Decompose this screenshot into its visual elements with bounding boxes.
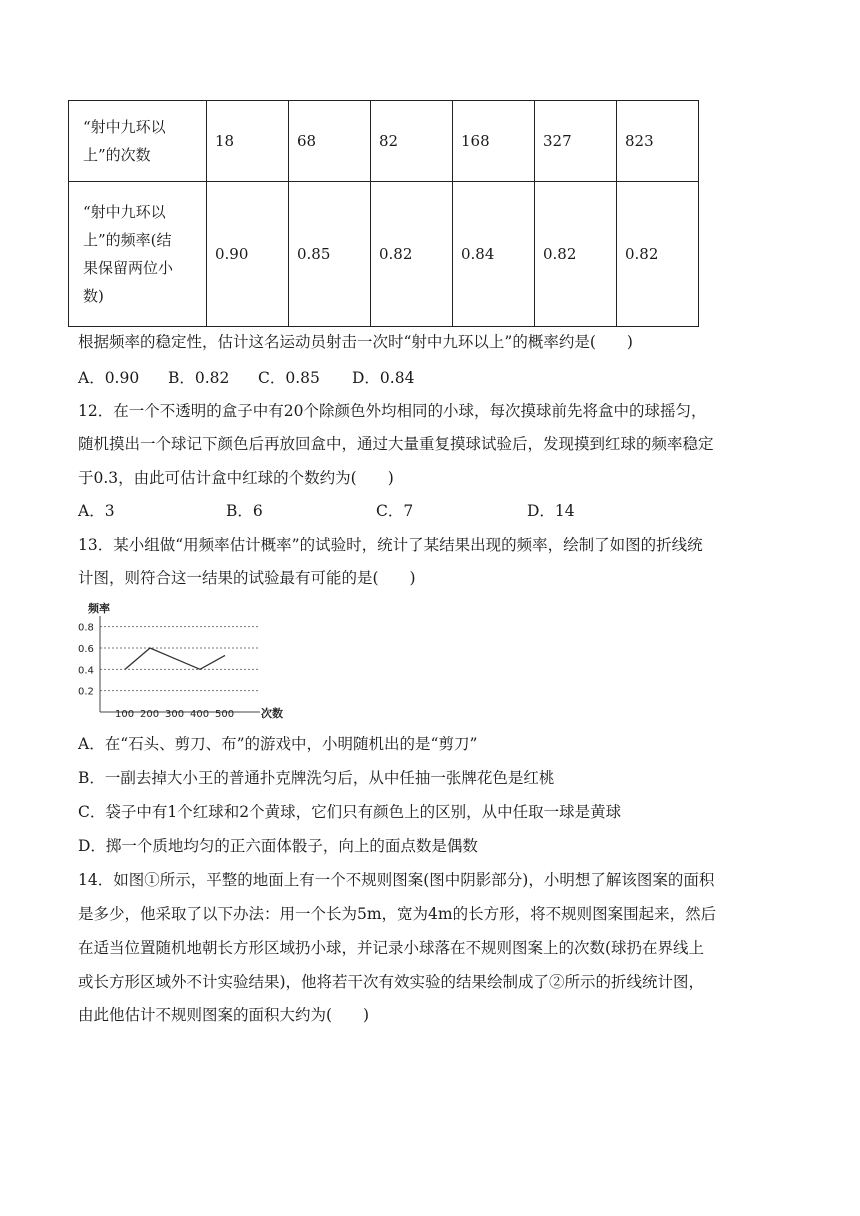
q11-option-a: A．0.90	[78, 369, 140, 387]
x-tick-label: 400	[190, 709, 210, 720]
q14-line-4: 或长方形区域外不计实验结果)，他将若干次有效实验的结果绘制成了②所示的折线统计图，	[78, 973, 705, 991]
q12-option-d: D．14	[527, 502, 575, 520]
y-tick-label: 0.6	[78, 644, 94, 655]
table-cell: 327	[535, 101, 617, 182]
row-header: “射中九环以 上”的次数	[69, 101, 207, 182]
q11-stem: 根据频率的稳定性，估计这名运动员射击一次时“射中九环以上”的概率约是( )	[78, 333, 633, 351]
q14-line-5: 由此他估计不规则图案的面积大约为( )	[78, 1006, 370, 1024]
q13-line-1: 13．某小组做“用频率估计概率”的试验时，统计了某结果出现的频率，绘制了如图的折线统	[78, 536, 703, 554]
table-cell: 0.82	[535, 182, 617, 327]
q13-option-b: B．一副去掉大小王的普通扑克牌洗匀后，从中任抽一张牌花色是红桃	[78, 769, 555, 787]
q12-line-3: 于0.3，由此可估计盒中红球的个数约为( )	[78, 469, 394, 487]
row-header: “射中九环以 上”的频率(结 果保留两位小 数)	[69, 182, 207, 327]
table-cell: 18	[207, 101, 289, 182]
q12-option-c: C．7	[376, 502, 414, 520]
q12-option-a: A．3	[78, 502, 115, 520]
q14-line-2: 是多少，他采取了以下办法：用一个长为5m，宽为4m的长方形，将不规则图案围起来，然后	[78, 905, 717, 923]
table-cell: 0.90	[207, 182, 289, 327]
y-tick-label: 0.4	[78, 665, 94, 677]
chart-svg	[76, 600, 288, 720]
y-tick-label: 0.8	[78, 622, 94, 634]
q13-option-a: A．在“石头、剪刀、布”的游戏中，小明随机出的是“剪刀”	[78, 735, 478, 753]
y-axis-label: 频率	[88, 602, 110, 615]
table-cell: 823	[617, 101, 699, 182]
q11-option-b: B．0.82	[168, 369, 230, 387]
table-cell: 0.85	[289, 182, 371, 327]
q14-line-1: 14．如图①所示，平整的地面上有一个不规则图案(图中阴影部分)，小明想了解该图案的面积	[78, 871, 715, 889]
chart-background	[76, 600, 288, 720]
q13-line-2: 计图，则符合这一结果的试验最有可能的是( )	[78, 569, 416, 587]
q14-line-3: 在适当位置随机地朝长方形区域扔小球，并记录小球落在不规则图案上的次数(球扔在界线上	[78, 939, 705, 957]
table-row	[69, 101, 699, 182]
x-tick-label: 500	[215, 709, 235, 720]
frequency-table	[68, 100, 699, 327]
table-cell: 0.82	[371, 182, 453, 327]
x-tick-label: 300	[165, 709, 185, 720]
q11-option-c: C．0.85	[258, 369, 320, 387]
q13-option-d: D．掷一个质地均匀的正六面体骰子，向上的面点数是偶数	[78, 837, 478, 855]
x-tick-label: 100	[115, 709, 135, 720]
q12-line-1: 12．在一个不透明的盒子中有20个除颜色外均相同的小球，每次摸球前先将盒中的球摇匀，	[78, 402, 707, 420]
q13-option-c: C．袋子中有1个红球和2个黄球，它们只有颜色上的区别，从中任取一球是黄球	[78, 803, 622, 821]
x-axis-label: 次数	[261, 707, 283, 720]
q12-line-2: 随机摸出一个球记下颜色后再放回盒中，通过大量重复摸球试验后，发现摸到红球的频率稳定	[78, 435, 714, 453]
table-row	[69, 182, 699, 327]
q11-option-d: D．0.84	[352, 369, 415, 387]
table-cell: 0.82	[617, 182, 699, 327]
table-cell: 82	[371, 101, 453, 182]
y-tick-label: 0.2	[78, 686, 94, 698]
table-cell: 0.84	[453, 182, 535, 327]
table-cell: 68	[289, 101, 371, 182]
table-cell: 168	[453, 101, 535, 182]
frequency-line-chart	[76, 600, 288, 720]
q12-option-b: B．6	[226, 502, 263, 520]
x-tick-label: 200	[140, 709, 160, 720]
